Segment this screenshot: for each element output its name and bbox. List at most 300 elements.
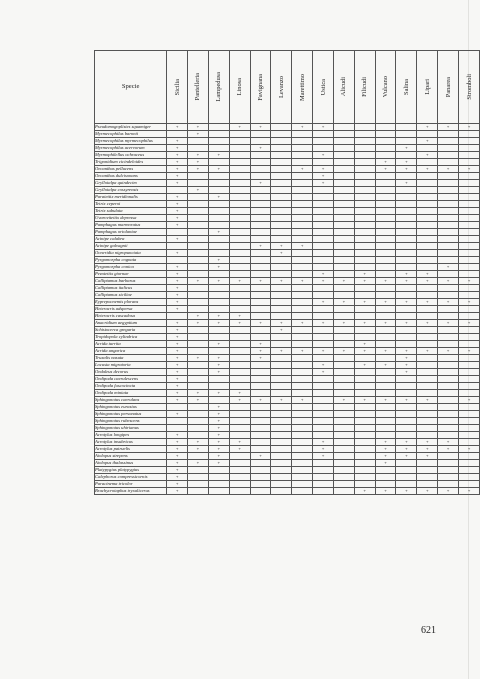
presence-cell (396, 264, 417, 271)
presence-mark: + (175, 355, 179, 361)
presence-cell (229, 194, 250, 201)
presence-cell (313, 257, 334, 264)
presence-cell (333, 166, 354, 173)
presence-cell (188, 376, 209, 383)
presence-cell (188, 474, 209, 481)
presence-mark: + (425, 152, 429, 158)
presence-cell (459, 194, 480, 201)
presence-cell (354, 341, 375, 348)
presence-mark: + (405, 446, 408, 452)
presence-cell (438, 271, 459, 278)
species-name: Ocneridia nigropunctata (95, 250, 167, 257)
presence-cell (250, 467, 271, 474)
presence-mark: + (467, 320, 471, 326)
presence-mark: + (259, 397, 262, 403)
presence-cell (438, 229, 459, 236)
presence-cell (188, 481, 209, 488)
presence-cell (396, 201, 417, 208)
presence-cell (459, 341, 480, 348)
presence-cell (333, 320, 354, 327)
presence-cell (167, 271, 188, 278)
species-header-label: Specie (121, 83, 140, 91)
presence-mark: + (196, 460, 200, 466)
presence-cell (250, 460, 271, 467)
presence-cell (354, 166, 375, 173)
species-name: Pamphagus marmoratus (95, 222, 167, 229)
presence-cell (208, 278, 229, 285)
presence-mark: + (405, 439, 408, 445)
presence-cell (229, 383, 250, 390)
presence-cell (167, 390, 188, 397)
presence-cell (229, 229, 250, 236)
presence-cell (167, 236, 188, 243)
presence-cell (167, 467, 188, 474)
presence-mark: + (175, 320, 179, 326)
presence-cell (292, 446, 313, 453)
presence-mark: + (300, 278, 304, 284)
presence-mark: + (405, 271, 408, 277)
presence-cell (438, 320, 459, 327)
presence-cell (167, 334, 188, 341)
presence-cell (188, 362, 209, 369)
presence-cell (417, 194, 438, 201)
presence-cell (250, 236, 271, 243)
presence-cell (375, 446, 396, 453)
presence-cell (188, 250, 209, 257)
presence-cell (313, 166, 334, 173)
presence-cell (188, 292, 209, 299)
presence-cell (459, 173, 480, 180)
species-name: Acrotylus longipes (95, 432, 167, 439)
presence-cell (396, 411, 417, 418)
presence-cell (438, 432, 459, 439)
species-name: Gryllotalpa quindecim (95, 180, 167, 187)
presence-cell (375, 320, 396, 327)
presence-cell (375, 180, 396, 187)
presence-cell (375, 166, 396, 173)
presence-cell (292, 320, 313, 327)
presence-cell (167, 131, 188, 138)
presence-cell (333, 173, 354, 180)
presence-cell (167, 166, 188, 173)
presence-cell (208, 355, 229, 362)
presence-cell (250, 166, 271, 173)
presence-cell (229, 152, 250, 159)
presence-cell (333, 474, 354, 481)
presence-cell (375, 453, 396, 460)
presence-cell (354, 138, 375, 145)
presence-cell (292, 229, 313, 236)
presence-cell (313, 397, 334, 404)
presence-cell (438, 236, 459, 243)
presence-cell (271, 320, 292, 327)
presence-cell (438, 341, 459, 348)
presence-cell (250, 334, 271, 341)
species-name: Aiolopus strepens (95, 453, 167, 460)
presence-cell (375, 369, 396, 376)
table-row (95, 201, 480, 208)
presence-cell (229, 208, 250, 215)
presence-cell (396, 362, 417, 369)
presence-cell (313, 264, 334, 271)
presence-cell (250, 383, 271, 390)
presence-cell (313, 187, 334, 194)
presence-cell (313, 355, 334, 362)
presence-mark: + (446, 439, 450, 445)
presence-cell (313, 334, 334, 341)
presence-cell (271, 348, 292, 355)
presence-cell (167, 474, 188, 481)
presence-mark: + (446, 446, 450, 452)
presence-mark: + (196, 131, 200, 137)
presence-cell (354, 124, 375, 131)
presence-cell (396, 474, 417, 481)
presence-cell (417, 201, 438, 208)
presence-cell (438, 173, 459, 180)
presence-mark: + (405, 180, 408, 186)
presence-cell (167, 194, 188, 201)
presence-cell (250, 201, 271, 208)
presence-cell (229, 453, 250, 460)
presence-mark: + (363, 341, 367, 347)
presence-cell (250, 306, 271, 313)
presence-mark: + (217, 369, 221, 375)
presence-cell (229, 348, 250, 355)
presence-cell (292, 313, 313, 320)
presence-cell (438, 285, 459, 292)
presence-cell (250, 404, 271, 411)
presence-cell (417, 278, 438, 285)
presence-cell (438, 180, 459, 187)
presence-cell (250, 215, 271, 222)
presence-cell (313, 453, 334, 460)
presence-cell (167, 327, 188, 334)
presence-cell (229, 271, 250, 278)
presence-cell (250, 453, 271, 460)
presence-cell (396, 285, 417, 292)
presence-cell (396, 390, 417, 397)
presence-mark: + (467, 348, 471, 354)
presence-cell (250, 425, 271, 432)
presence-cell (459, 201, 480, 208)
presence-mark: + (384, 488, 387, 494)
presence-cell (271, 432, 292, 439)
presence-mark: + (175, 474, 179, 480)
presence-cell (167, 187, 188, 194)
presence-mark: + (300, 166, 304, 172)
presence-cell (417, 390, 438, 397)
presence-cell (313, 271, 334, 278)
presence-cell (396, 376, 417, 383)
presence-cell (396, 446, 417, 453)
presence-cell (250, 131, 271, 138)
presence-cell (167, 292, 188, 299)
presence-cell (459, 292, 480, 299)
presence-cell (292, 257, 313, 264)
presence-cell (313, 138, 334, 145)
presence-cell (375, 152, 396, 159)
presence-mark: + (175, 173, 179, 179)
presence-cell (271, 264, 292, 271)
presence-cell (271, 306, 292, 313)
presence-cell (208, 145, 229, 152)
presence-cell (459, 180, 480, 187)
presence-cell (354, 334, 375, 341)
presence-cell (208, 411, 229, 418)
presence-cell (229, 334, 250, 341)
presence-cell (438, 411, 459, 418)
presence-cell (167, 180, 188, 187)
presence-cell (188, 285, 209, 292)
presence-cell (333, 397, 354, 404)
species-name: Oedipoda fuscocincta (95, 383, 167, 390)
presence-cell (250, 264, 271, 271)
presence-cell (354, 320, 375, 327)
presence-mark: + (259, 180, 262, 186)
presence-cell (375, 194, 396, 201)
presence-mark: + (238, 124, 241, 130)
presence-cell (417, 397, 438, 404)
presence-mark: + (217, 362, 221, 368)
presence-cell (333, 243, 354, 250)
presence-cell (354, 187, 375, 194)
presence-mark: + (238, 390, 241, 396)
presence-mark: + (217, 194, 221, 200)
presence-cell (459, 145, 480, 152)
presence-cell (271, 257, 292, 264)
species-distribution-table (94, 50, 480, 495)
presence-mark: + (384, 397, 387, 403)
presence-cell (167, 313, 188, 320)
species-name: Anacridium aegyptium (95, 320, 167, 327)
presence-cell (396, 208, 417, 215)
presence-cell (354, 229, 375, 236)
presence-mark: + (217, 355, 221, 361)
presence-cell (313, 439, 334, 446)
presence-mark: + (217, 257, 221, 263)
presence-mark: + (217, 439, 221, 445)
presence-cell (313, 341, 334, 348)
presence-mark: + (196, 390, 200, 396)
presence-cell (271, 285, 292, 292)
presence-mark: + (384, 278, 387, 284)
presence-mark: + (384, 320, 387, 326)
presence-cell (333, 131, 354, 138)
presence-cell (271, 481, 292, 488)
species-name: Pyrgomorpha cognata (95, 257, 167, 264)
presence-cell (229, 187, 250, 194)
presence-mark: + (196, 397, 200, 403)
presence-cell (229, 257, 250, 264)
presence-cell (438, 222, 459, 229)
presence-cell (438, 299, 459, 306)
presence-cell (188, 439, 209, 446)
presence-mark: + (217, 264, 221, 270)
presence-cell (459, 411, 480, 418)
presence-cell (271, 488, 292, 495)
presence-cell (250, 313, 271, 320)
presence-cell (250, 341, 271, 348)
presence-cell (375, 306, 396, 313)
presence-cell (438, 390, 459, 397)
presence-cell (333, 299, 354, 306)
presence-mark: + (446, 264, 450, 270)
presence-cell (250, 159, 271, 166)
presence-cell (250, 194, 271, 201)
presence-cell (229, 362, 250, 369)
table-row (95, 355, 480, 362)
presence-cell (375, 138, 396, 145)
presence-mark: + (467, 124, 471, 130)
presence-cell (229, 201, 250, 208)
presence-cell (250, 229, 271, 236)
presence-cell (354, 376, 375, 383)
presence-cell (333, 159, 354, 166)
species-name: Calephorus compressicornis (95, 474, 167, 481)
presence-cell (229, 131, 250, 138)
presence-mark: + (217, 404, 221, 410)
presence-cell (417, 439, 438, 446)
presence-cell (333, 187, 354, 194)
table-row (95, 467, 480, 474)
species-name: Acrotylus insubricus (95, 439, 167, 446)
presence-mark: + (280, 250, 283, 256)
table-row (95, 292, 480, 299)
presence-cell (167, 138, 188, 145)
presence-cell (417, 243, 438, 250)
table-row (95, 131, 480, 138)
presence-cell (375, 257, 396, 264)
presence-cell (375, 313, 396, 320)
presence-mark: + (321, 173, 325, 179)
species-name: Calliptamus italicus (95, 285, 167, 292)
presence-cell (375, 439, 396, 446)
presence-cell (271, 369, 292, 376)
presence-cell (188, 138, 209, 145)
presence-cell (354, 278, 375, 285)
presence-cell (396, 138, 417, 145)
table-row (95, 474, 480, 481)
presence-cell (438, 355, 459, 362)
presence-cell (438, 418, 459, 425)
table-row (95, 159, 480, 166)
presence-cell (438, 334, 459, 341)
table-body (95, 124, 480, 495)
presence-mark: + (238, 313, 241, 319)
presence-mark: + (259, 243, 262, 249)
table-row (95, 404, 480, 411)
presence-cell (417, 320, 438, 327)
presence-mark: + (300, 397, 304, 403)
presence-cell (250, 411, 271, 418)
presence-cell (313, 404, 334, 411)
presence-cell (438, 488, 459, 495)
presence-cell (313, 145, 334, 152)
presence-mark: + (405, 453, 408, 459)
species-name: Oedipoda caerulescens (95, 376, 167, 383)
island-name: Alicudi (340, 77, 348, 97)
species-name: Sphingonotus personatus (95, 411, 167, 418)
presence-cell (167, 264, 188, 271)
presence-cell (208, 257, 229, 264)
presence-cell (292, 180, 313, 187)
presence-cell (459, 187, 480, 194)
presence-cell (271, 229, 292, 236)
presence-mark: + (405, 488, 408, 494)
presence-cell (333, 383, 354, 390)
presence-cell (354, 481, 375, 488)
species-name: Acinipe calabra (95, 236, 167, 243)
presence-cell (354, 425, 375, 432)
table-row (95, 369, 480, 376)
species-name: Myrmecophilus baronii (95, 131, 167, 138)
presence-cell (292, 425, 313, 432)
presence-cell (208, 138, 229, 145)
presence-cell (438, 481, 459, 488)
presence-cell (292, 467, 313, 474)
presence-cell (271, 166, 292, 173)
presence-cell (229, 355, 250, 362)
presence-cell (354, 131, 375, 138)
presence-cell (292, 138, 313, 145)
presence-cell (417, 271, 438, 278)
presence-cell (459, 159, 480, 166)
presence-cell (229, 390, 250, 397)
table-row (95, 208, 480, 215)
presence-mark: + (259, 348, 262, 354)
presence-mark: + (405, 397, 408, 403)
presence-cell (459, 271, 480, 278)
presence-cell (417, 432, 438, 439)
presence-cell (313, 131, 334, 138)
species-name: Heteracris adspersa (95, 306, 167, 313)
presence-cell (375, 131, 396, 138)
presence-cell (250, 180, 271, 187)
presence-cell (354, 488, 375, 495)
island-name: Pantelleria (194, 73, 202, 101)
table-row (95, 173, 480, 180)
presence-cell (188, 152, 209, 159)
presence-mark: + (175, 341, 179, 347)
presence-cell (167, 362, 188, 369)
island-name: Vulcano (382, 76, 390, 98)
presence-mark: + (384, 348, 387, 354)
presence-mark: + (175, 369, 179, 375)
presence-cell (188, 369, 209, 376)
presence-cell (229, 467, 250, 474)
presence-cell (313, 299, 334, 306)
presence-mark: + (467, 299, 471, 305)
species-name: Locusta migratoria (95, 362, 167, 369)
presence-cell (188, 299, 209, 306)
presence-cell (188, 236, 209, 243)
table-row (95, 327, 480, 334)
presence-cell (333, 327, 354, 334)
island-column-header (250, 51, 271, 124)
presence-mark: + (425, 453, 429, 459)
presence-mark: + (238, 446, 241, 452)
presence-cell (167, 250, 188, 257)
species-name: Schistocerca gregaria (95, 327, 167, 334)
presence-cell (250, 145, 271, 152)
presence-cell (396, 229, 417, 236)
presence-cell (250, 348, 271, 355)
presence-cell (167, 306, 188, 313)
presence-cell (313, 201, 334, 208)
presence-cell (167, 383, 188, 390)
presence-cell (459, 488, 480, 495)
presence-cell (333, 215, 354, 222)
